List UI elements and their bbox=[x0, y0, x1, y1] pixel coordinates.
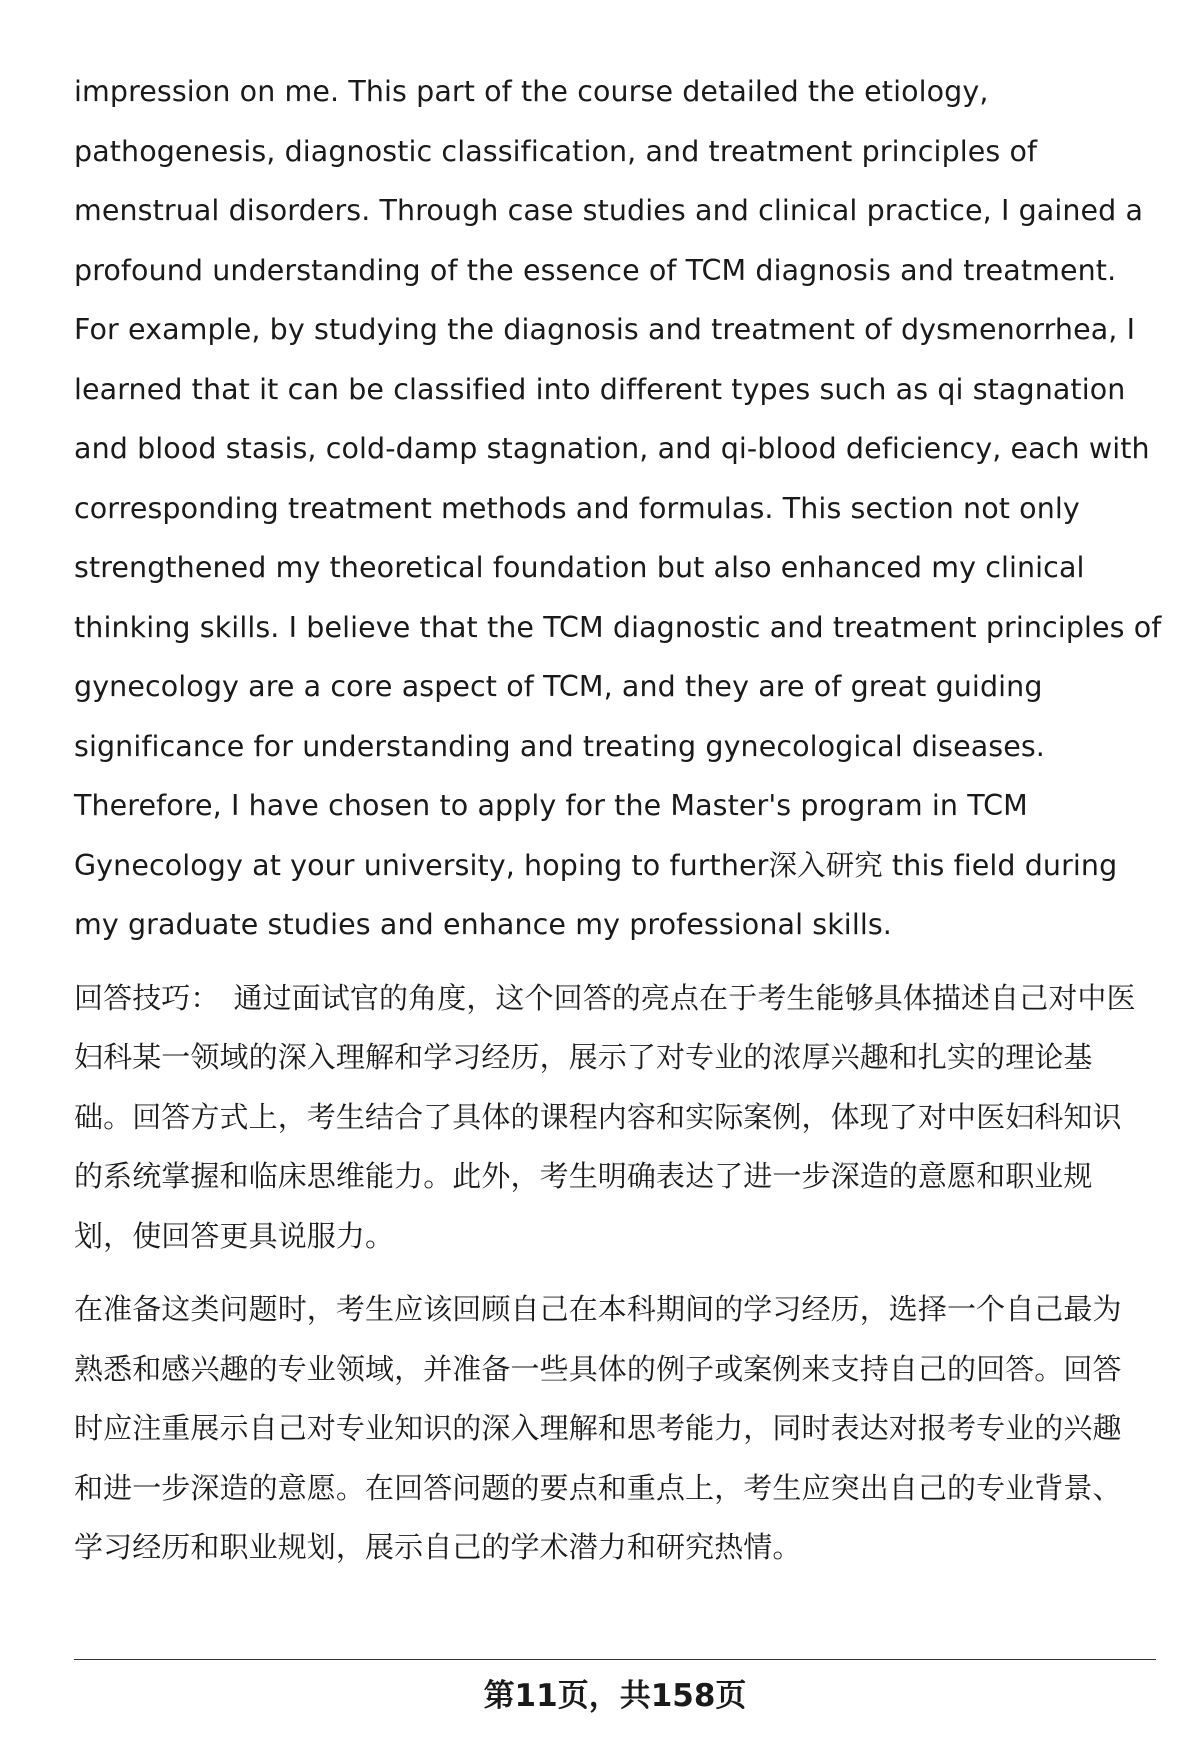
text-line: gynecology are a core aspect of TCM, and they are of great guiding bbox=[74, 670, 1043, 703]
text-line: learned that it can be classified into different types such as qi stagnation bbox=[74, 372, 1126, 406]
preparation-advice-paragraph bbox=[74, 1280, 1154, 1578]
document-body bbox=[74, 62, 1162, 1578]
text-line: 妇科某一领域的深入理解和学习经历，展示了对专业的浓厚兴趣和扎实的理论基 bbox=[74, 1040, 1093, 1074]
text-line: 熟悉和感兴趣的专业领域，并准备一些具体的例子或案例来支持自己的回答。回答 bbox=[74, 1351, 1122, 1386]
text-line: my graduate studies and enhance my professional skills. bbox=[74, 908, 892, 941]
text-line: 和进一步深造的意愿。在回答问题的要点和重点上，考生应突出自己的专业背景、 bbox=[74, 1470, 1122, 1505]
text-line: 在准备这类问题时，考生应该回顾自己在本科期间的学习经历，选择一个自己最为 bbox=[74, 1292, 1122, 1326]
text-line: corresponding treatment methods and formulas. This section not only bbox=[74, 491, 1080, 525]
text-line bbox=[74, 969, 1154, 1029]
text-line: strengthened my theoretical foundation but also enhanced my clinical bbox=[74, 551, 1085, 584]
text-line: and blood stasis, cold-damp stagnation, and qi-blood deficiency, each with bbox=[74, 432, 1150, 465]
tips-text: 通过面试官的角度，这个回答的亮点在于考生能够具体描述自己对中医 bbox=[233, 980, 1136, 1015]
text-line: 时应注重展示自己对专业知识的深入理解和思考能力，同时表达对报考专业的兴趣 bbox=[74, 1411, 1122, 1445]
footer-divider bbox=[74, 1659, 1156, 1660]
text-line: 划，使回答更具说服力。 bbox=[74, 1218, 395, 1253]
text-line: 的系统掌握和临床思维能力。此外，考生明确表达了进一步深造的意愿和职业规 bbox=[74, 1159, 1093, 1193]
text-line: 础。回答方式上，考生结合了具体的课程内容和实际案例，体现了对中医妇科知识 bbox=[74, 1099, 1122, 1134]
english-answer-paragraph bbox=[74, 62, 1162, 955]
text-line: pathogenesis, diagnostic classification, and treatment principles of bbox=[74, 134, 1038, 168]
text-line: significance for understanding and treating gynecological diseases. bbox=[74, 729, 1045, 763]
text-line: thinking skills. I believe that the TCM diagnostic and treatment principles of bbox=[74, 610, 1162, 644]
tips-label: 回答技巧： bbox=[74, 980, 220, 1015]
answer-tips-paragraph bbox=[74, 969, 1154, 1267]
text-line: 学习经历和职业规划，展示自己的学术潜力和研究热情。 bbox=[74, 1530, 802, 1564]
text-line: Gynecology at your university, hoping to further深入研究 this field during bbox=[74, 848, 1118, 882]
text-line: profound understanding of the essence of TCM diagnosis and treatment. bbox=[74, 253, 1117, 287]
text-line: Therefore, I have chosen to apply for the Master's program in TCM bbox=[74, 789, 1028, 822]
text-line: menstrual disorders. Through case studies and clinical practice, I gained a bbox=[74, 194, 1144, 227]
text-line: impression on me. This part of the course detailed the etiology, bbox=[74, 75, 989, 108]
page-number: 第11页，共158页 bbox=[483, 1678, 747, 1714]
text-line: For example, by studying the diagnosis and treatment of dysmenorrhea, I bbox=[74, 313, 1136, 346]
